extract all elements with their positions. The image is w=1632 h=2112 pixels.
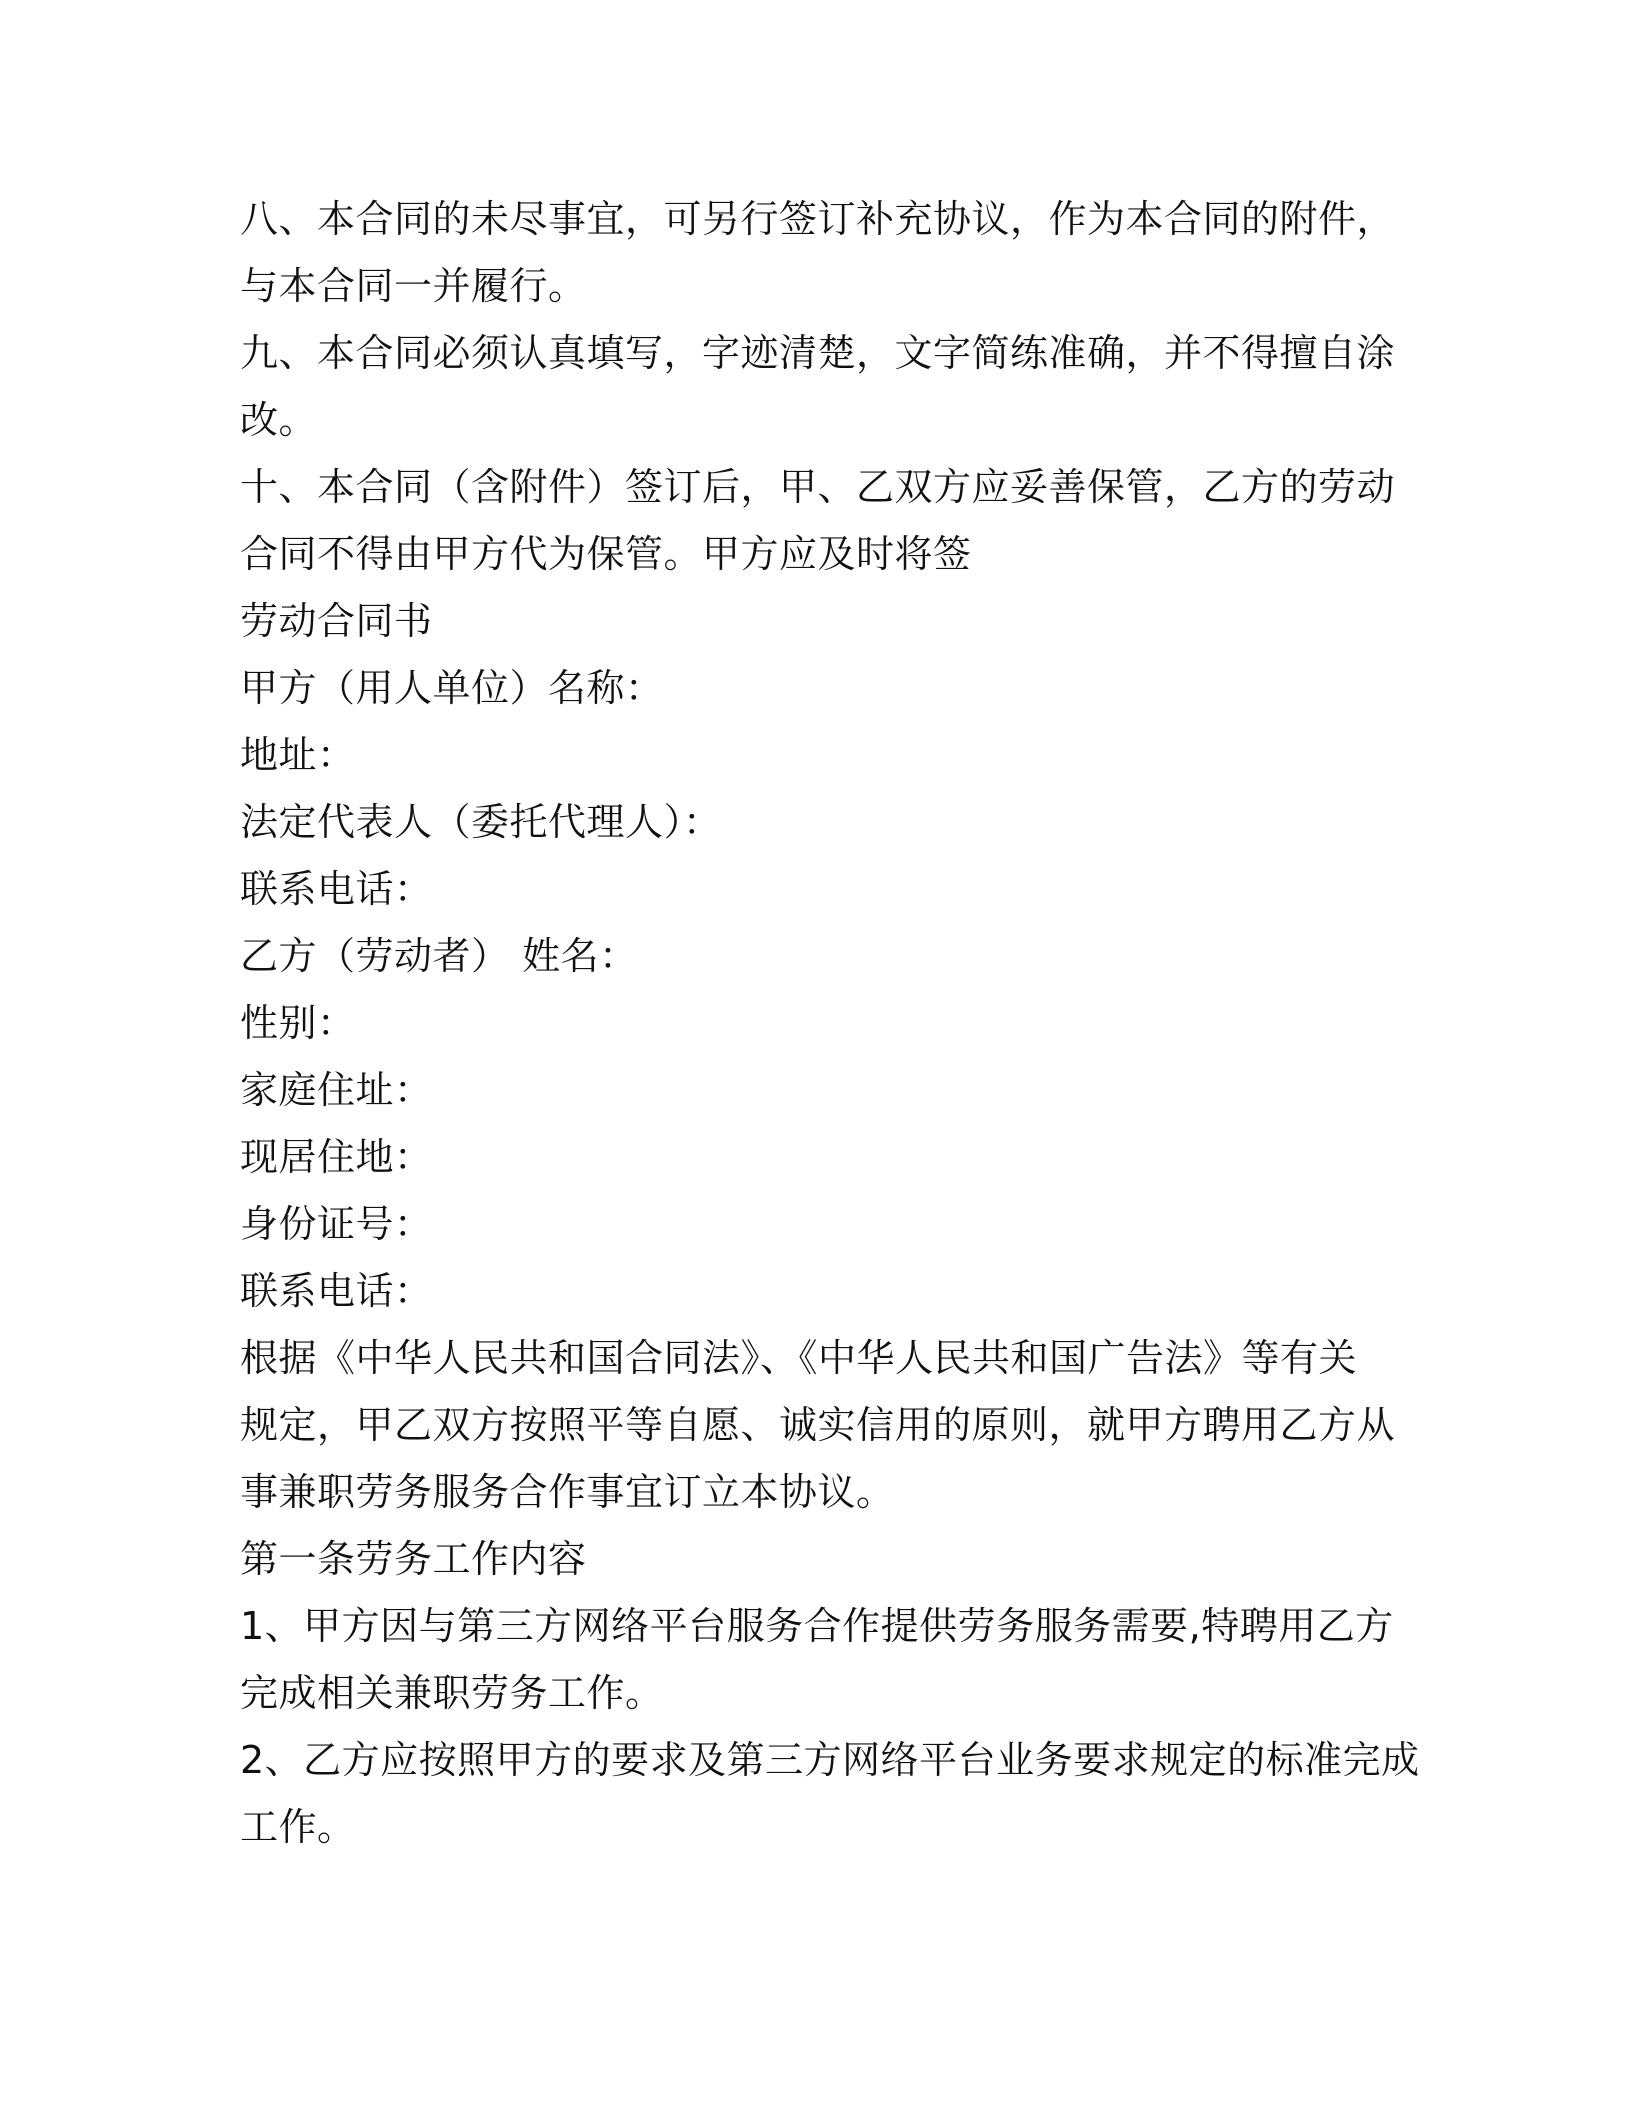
text-line: 九、本合同必须认真填写，字迹清楚，文字简练准确，并不得擅自涂: [240, 331, 1396, 375]
text-line: 合同不得由甲方代为保管。甲方应及时将签: [240, 532, 972, 576]
party-a-name-field: 甲方（用人单位）名称：: [240, 666, 664, 710]
article-heading: 第一条劳务工作内容: [240, 1537, 587, 1581]
text-line: 根据《中华人民共和国合同法》、《中华人民共和国广告法》等有关: [240, 1336, 1358, 1380]
text-line: 工作。: [240, 1805, 356, 1849]
party-b-phone-field: 联系电话：: [240, 1269, 433, 1313]
text-line: 八、本合同的未尽事宜，可另行签订补充协议，作为本合同的附件，: [240, 197, 1396, 241]
party-a-address-field: 地址：: [240, 733, 356, 777]
text-line: 2、乙方应按照甲方的要求及第三方网络平台业务要求规定的标准完成: [240, 1738, 1420, 1782]
document-title: 劳动合同书: [240, 599, 433, 643]
text-line: 完成相关兼职劳务工作。: [240, 1671, 664, 1715]
text-line: 改。: [240, 398, 318, 442]
text-line: 与本合同一并履行。: [240, 264, 587, 308]
party-b-name-field: 乙方（劳动者） 姓名：: [240, 934, 638, 978]
text-line: 事兼职劳务服务合作事宜订立本协议。: [240, 1470, 895, 1514]
text-line: 1、甲方因与第三方网络平台服务合作提供劳务服务需要,特聘用乙方: [240, 1604, 1394, 1648]
legal-representative-field: 法定代表人（委托代理人）：: [240, 800, 722, 844]
text-line: 十、本合同（含附件）签订后，甲、乙双方应妥善保管，乙方的劳动: [240, 465, 1396, 509]
id-number-field: 身份证号：: [240, 1202, 433, 1246]
gender-field: 性别：: [240, 1001, 356, 1045]
document-body: [240, 186, 1420, 1861]
current-residence-field: 现居住地：: [240, 1135, 433, 1179]
text-line: 规定，甲乙双方按照平等自愿、诚实信用的原则，就甲方聘用乙方从: [240, 1403, 1396, 1447]
home-address-field: 家庭住址：: [240, 1068, 433, 1112]
party-a-phone-field: 联系电话：: [240, 867, 433, 911]
